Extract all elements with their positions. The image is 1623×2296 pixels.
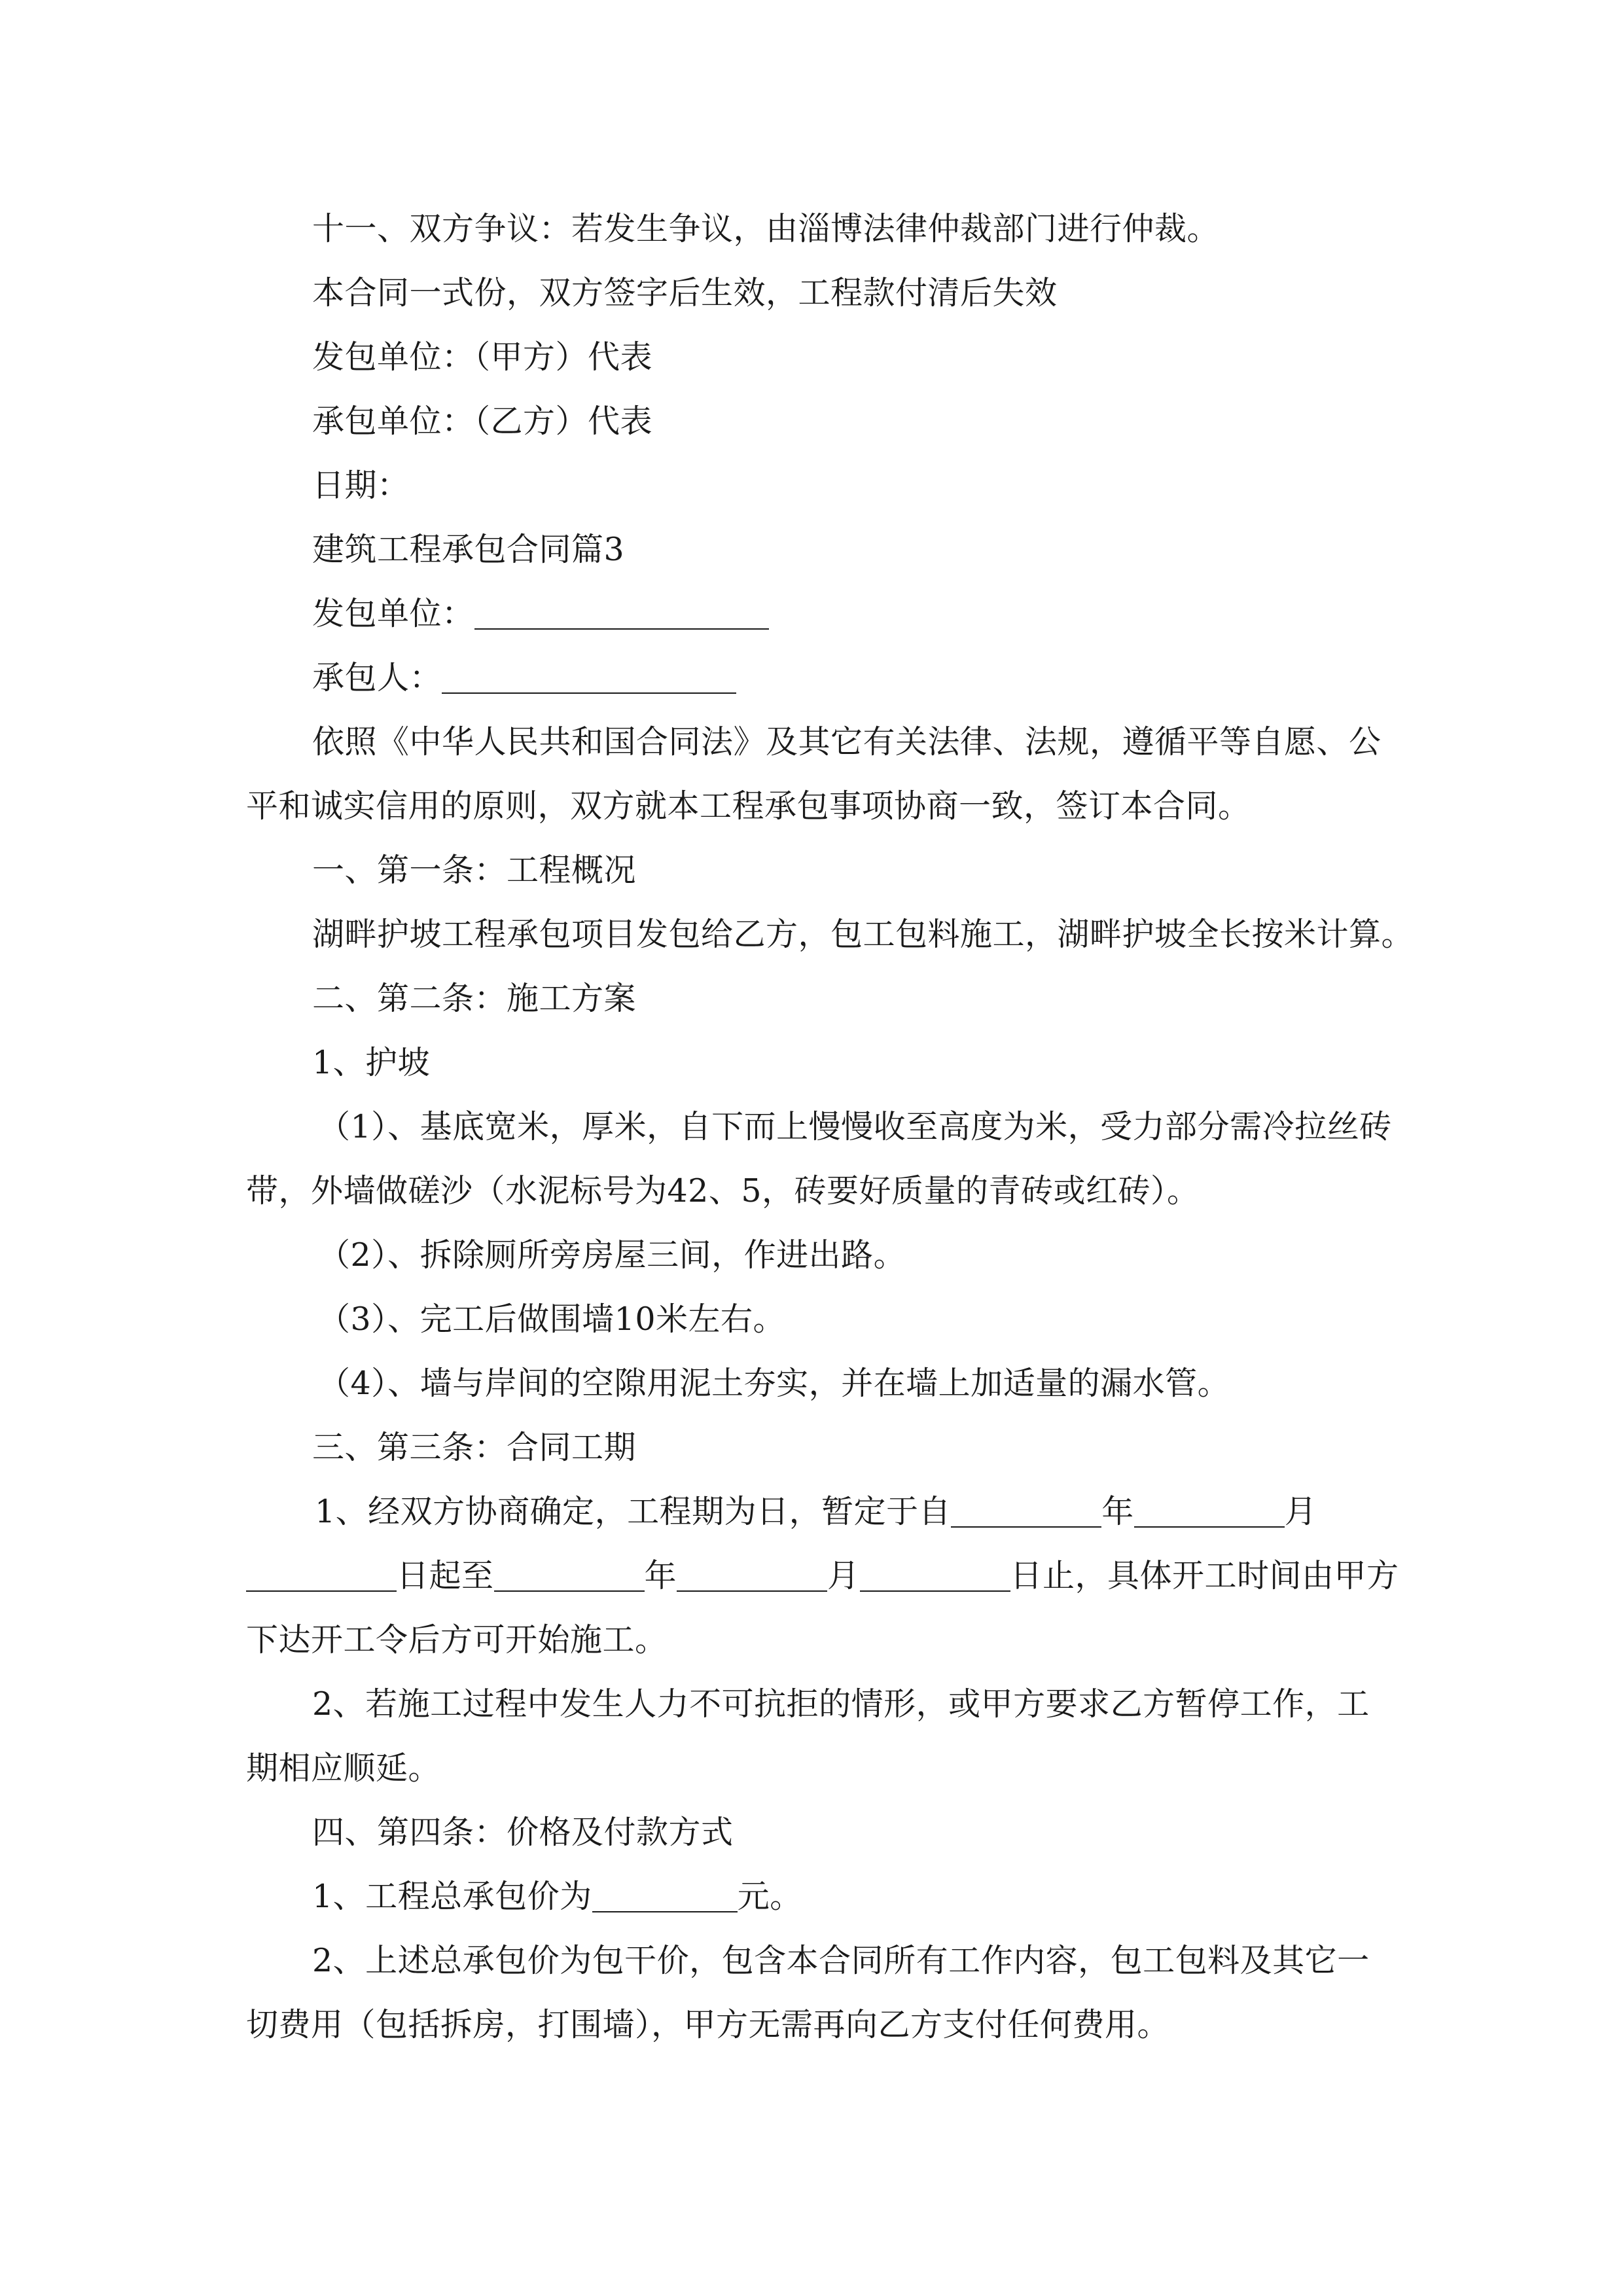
period-line-2 (246, 1543, 1399, 1609)
article-1-heading: 一、第一条：工程概况 (312, 852, 637, 889)
period-line-1 (315, 1479, 1317, 1545)
contractor-label: 承包人： (312, 659, 442, 696)
item-1-line-2: 带，外墙做磋沙（水泥标号为42、5，砖要好质量的青砖或红砖）。 (246, 1172, 1200, 1210)
clause-11-disputes: 十一、双方争议：若发生争议，由淄博法律仲裁部门进行仲裁。 (312, 210, 1220, 247)
employer-blank (474, 594, 769, 630)
total-price-label: 1、工程总承包价为 (312, 1878, 592, 1915)
until-label: 日起至 (397, 1557, 494, 1594)
contractor-blank (442, 658, 736, 694)
start-day-blank (246, 1556, 397, 1592)
employer-label: 发包单位： (312, 595, 474, 632)
period-line-3: 下达开工令后方可开始施工。 (246, 1621, 668, 1659)
delay-line-2: 期相应顺延。 (246, 1749, 441, 1787)
lump-sum-line-2: 切费用（包括拆房，打围墙），甲方无需再向乙方支付任何费用。 (246, 2006, 1170, 2043)
start-year-blank (951, 1492, 1101, 1528)
start-month-blank (1134, 1492, 1285, 1528)
article-4-heading: 四、第四条：价格及付款方式 (312, 1814, 734, 1851)
lump-sum-line-1: 2、上述总承包价为包干价，包含本合同所有工作内容，包工包料及其它一 (312, 1942, 1370, 1979)
item-3: （3）、完工后做围墙10米左右。 (318, 1300, 786, 1338)
delay-line-1: 2、若施工过程中发生人力不可抗拒的情形，或甲方要求乙方暂停工作，工 (312, 1685, 1370, 1723)
end-year-label: 年 (644, 1557, 677, 1594)
currency-label: 元。 (737, 1878, 802, 1915)
period-text: 1、经双方协商确定，工程期为日，暂定于自 (315, 1493, 952, 1530)
end-year-blank (494, 1556, 645, 1592)
article-2-heading: 二、第二条：施工方案 (312, 980, 637, 1017)
end-day-blank (860, 1556, 1010, 1592)
item-4: （4）、墙与岸间的空隙用泥土夯实，并在墙上加适量的漏水管。 (318, 1365, 1230, 1402)
end-day-text: 日止，具体开工时间由甲方 (1010, 1557, 1399, 1594)
contractor-field (312, 645, 736, 711)
preamble-line-2: 平和诚实信用的原则，双方就本工程承包事项协商一致，签订本合同。 (246, 787, 1251, 825)
copies-effect: 本合同一式份，双方签字后生效，工程款付清后失效 (312, 274, 1058, 312)
end-month-blank (677, 1556, 827, 1592)
employer-field (312, 581, 769, 647)
month-label: 月 (1284, 1493, 1317, 1530)
total-price-line (312, 1864, 802, 1929)
item-revetment: 1、护坡 (312, 1044, 431, 1081)
section-title: 建筑工程承包合同篇3 (312, 531, 625, 568)
employer-sign: 发包单位：（甲方）代表 (312, 338, 653, 376)
total-price-blank (592, 1877, 738, 1912)
item-1-line-1: （1）、基底宽米，厚米，自下而上慢慢收至高度为米，受力部分需冷拉丝砖 (318, 1108, 1392, 1145)
article-1-body: 湖畔护坡工程承包项目发包给乙方，包工包料施工，湖畔护坡全长按米计算。 (312, 916, 1414, 953)
item-2: （2）、拆除厕所旁房屋三间，作进出路。 (318, 1236, 906, 1274)
preamble-line-1: 依照《中华人民共和国合同法》及其它有关法律、法规，遵循平等自愿、公 (312, 723, 1382, 761)
contractor-sign: 承包单位：（乙方）代表 (312, 403, 653, 440)
article-3-heading: 三、第三条：合同工期 (312, 1429, 637, 1466)
year-label: 年 (1101, 1493, 1134, 1530)
date-label: 日期： (312, 467, 410, 504)
end-month-label: 月 (827, 1557, 860, 1594)
